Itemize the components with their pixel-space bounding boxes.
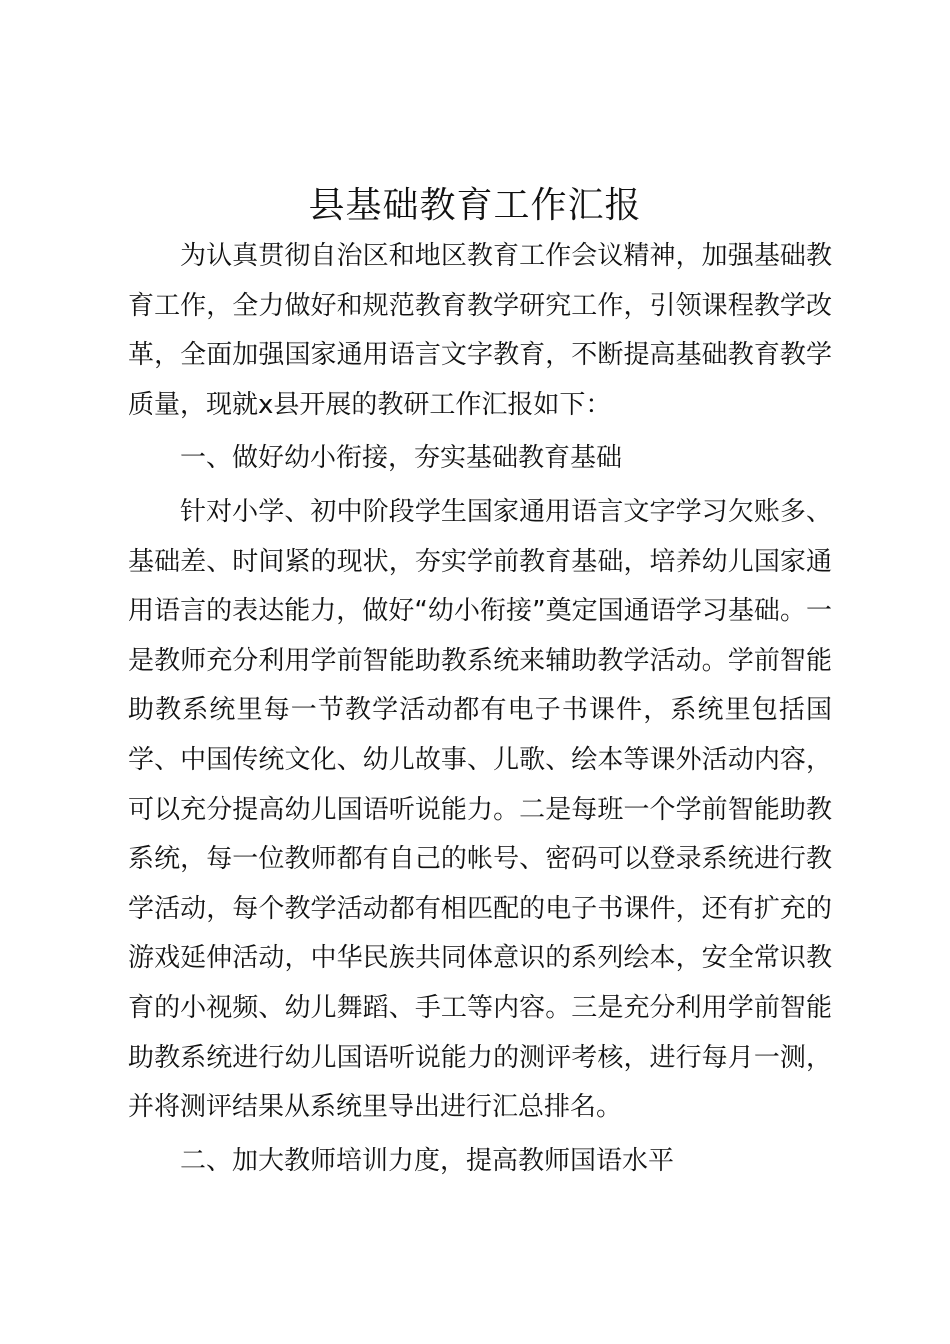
document-body bbox=[128, 232, 832, 1190]
document-title: 县基础教育工作汇报 bbox=[308, 185, 642, 226]
section-heading-2: 二、加大教师培训力度，提高教师国语水平 bbox=[180, 1145, 675, 1176]
section-1-paragraph: 针对小学、初中阶段学生国家通用语言文字学习欠账多、基础差、时间紧的现状，夯实学前教育基础，培养幼儿国家通用语言的表达能力，做好“幼小衔接”奠定国通语学习基础。一是教师充分利用学前智能助教系统来辅助教学活动。学前智能助教系统里每一节教学活动都有电子书课件，系统里包括国学、中国传统文化、幼儿故事、儿歌、绘本等课外活动内容，可以充分提高幼儿国语听说能力。二是每班一个学前智能助教系统，每一位教师都有自己的帐号、密码可以登录系统进行教学活动，每个教学活动都有相匹配的电子书课件，还有扩充的游戏延伸活动，中华民族共同体意识的系列绘本，安全常识教育的小视频、幼儿舞蹈、手工等内容。三是充分利用学前智能助教系统进行幼儿国语听说能力的测评考核，进行每月一测，并将测评结果从系统里导出进行汇总排名。 bbox=[128, 496, 832, 1123]
section-heading-1: 一、做好幼小衔接，夯实基础教育基础 bbox=[180, 443, 623, 474]
intro-paragraph: 为认真贯彻自治区和地区教育工作会议精神，加强基础教育工作，全力做好和规范教育教学研究工作，引领课程教学改革，全面加强国家通用语言文字教育，不断提高基础教育教学质量，现就x县开展的教研工作汇报如下： bbox=[128, 241, 832, 420]
